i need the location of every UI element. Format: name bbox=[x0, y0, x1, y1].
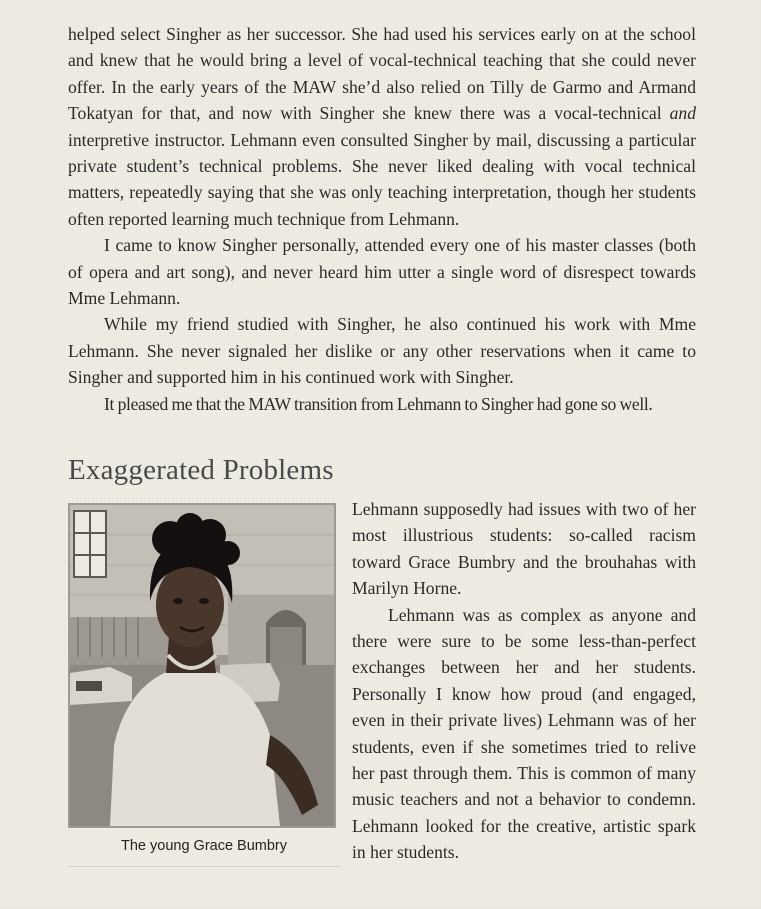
paragraph-3: While my friend studied with Singher, he also continued his work with Mme Lehmann. She never signaled her dislike or any other reservations when it came to Singher and supported him in his continued work with Singher. bbox=[68, 314, 696, 388]
portrait-photo bbox=[68, 503, 336, 828]
paragraph-1 bbox=[68, 21, 696, 232]
paragraph-2: I came to know Singher personally, attended every one of his master classes (both of opera and art song), and never heard him utter a single word of disrespect towards Mme Lehmann. bbox=[68, 235, 696, 309]
paragraph-1-tail: interpretive instructor. Lehmann even consulted Singher by mail, discussing a particular private student’s technical problems. She never liked dealing with vocal technical matters, repeatedly saying that she was only teaching interpretation, though her students often reported learning much technique from Lehmann. bbox=[68, 129, 696, 229]
right-paragraph-1: Lehmann supposedly had issues with two of her most illustrious students: so-called racism toward Grace Bumbry and the brouhahas with Marilyn Horne. bbox=[352, 499, 696, 599]
caption-divider bbox=[68, 866, 340, 867]
paragraph-1-head: helped select Singher as her successor. She had used his services early on at the school and knew that he would bring a level of vocal-technical teaching that she could never offer. In the early years of the MAW she’d also relied on Tilly de Garmo and Armand Tokatyan for that, and now with Singher she knew there was a vocal-technical bbox=[68, 24, 696, 124]
top-text-block bbox=[68, 21, 696, 417]
photo-caption: The young Grace Bumbry bbox=[120, 838, 288, 854]
paragraph-1-italic: and bbox=[669, 103, 696, 124]
paragraph-4: It pleased me that the MAW transition from Lehmann to Singher had gone so well. bbox=[104, 393, 653, 414]
right-text-column bbox=[352, 496, 696, 866]
right-paragraph-2: Lehmann was as complex as anyone and there were sure to be some less-than-perfect exchanges between her and her students. Personally I know how proud (and engaged, even in their private lives) Lehmann was of her students, even if she sometimes tried to relive her past through them. This is common of many music teachers and not a behavior to condemn. Lehmann looked for the creative, artistic spark in her students. bbox=[352, 604, 696, 863]
section-heading: Exaggerated Problems bbox=[68, 454, 334, 486]
